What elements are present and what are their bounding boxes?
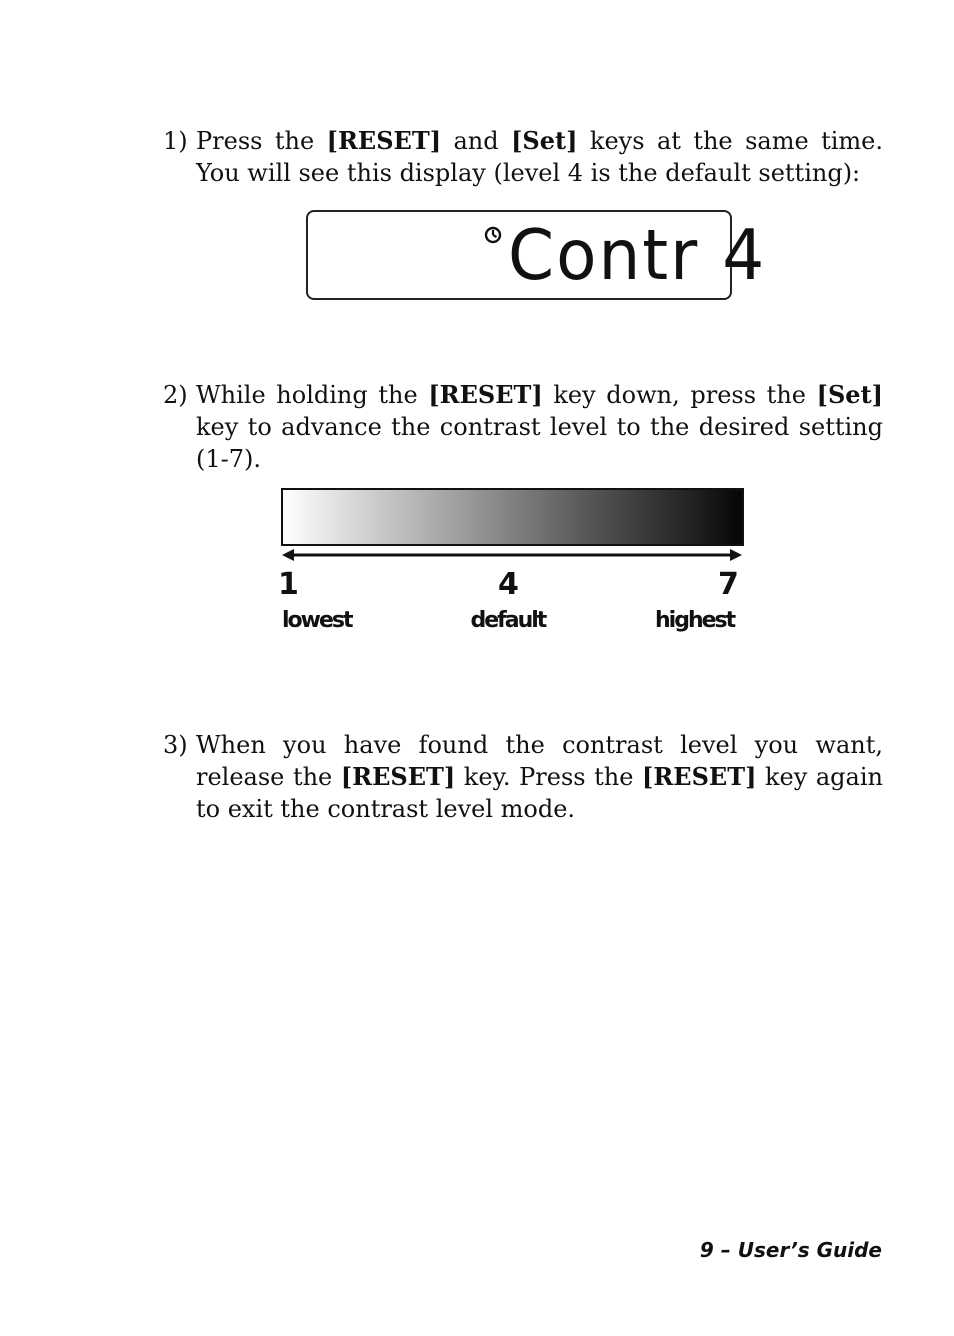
- step-3: [163, 729, 883, 825]
- step-number: 3): [163, 731, 188, 759]
- key-name: [RESET]: [428, 380, 543, 409]
- scale-label-lowest: lowest: [282, 608, 352, 633]
- step-number: 2): [163, 381, 188, 409]
- key-name: [RESET]: [642, 762, 757, 791]
- step-text-run: key again to exit the contrast level mode.: [196, 763, 883, 823]
- step-text-run: While holding the: [196, 381, 429, 409]
- contrast-gradient-bar: [281, 488, 744, 546]
- contrast-scale-arrow: [276, 545, 748, 567]
- step-2: [163, 379, 883, 475]
- page-footer: 9 – User’s Guide: [699, 1238, 882, 1262]
- scale-level-1: 1: [278, 567, 299, 602]
- step-text-run: key to advance the contrast level to the desired setting (1-7).: [196, 413, 883, 473]
- scale-level-7: 7: [718, 567, 739, 602]
- step-text: [196, 125, 883, 189]
- scale-label-highest: highest: [655, 608, 735, 633]
- step-number: 1): [163, 127, 188, 155]
- step-text-run: Press the: [196, 127, 327, 155]
- key-name: [RESET]: [326, 126, 442, 155]
- clock-icon: [484, 226, 502, 247]
- lcd-display: [306, 210, 767, 300]
- step-text-run: keys at the same time. You will see this display (level 4 is the default setting):: [196, 127, 883, 187]
- step-text-run: key down, press the: [542, 381, 817, 409]
- scale-level-4: 4: [498, 567, 519, 602]
- key-name: [Set]: [816, 380, 884, 409]
- step-text: [196, 729, 883, 825]
- step-text-run: and: [441, 127, 512, 155]
- step-text: [196, 379, 883, 475]
- scale-label-default: default: [470, 608, 546, 633]
- step-text-run: key. Press the: [455, 763, 642, 791]
- step-text-run: When you have found the contrast level you want, release the: [196, 731, 883, 791]
- key-name: [Set]: [511, 126, 578, 155]
- lcd-text: Contr 4: [508, 215, 767, 296]
- key-name: [RESET]: [340, 762, 456, 791]
- step-1: [163, 125, 883, 189]
